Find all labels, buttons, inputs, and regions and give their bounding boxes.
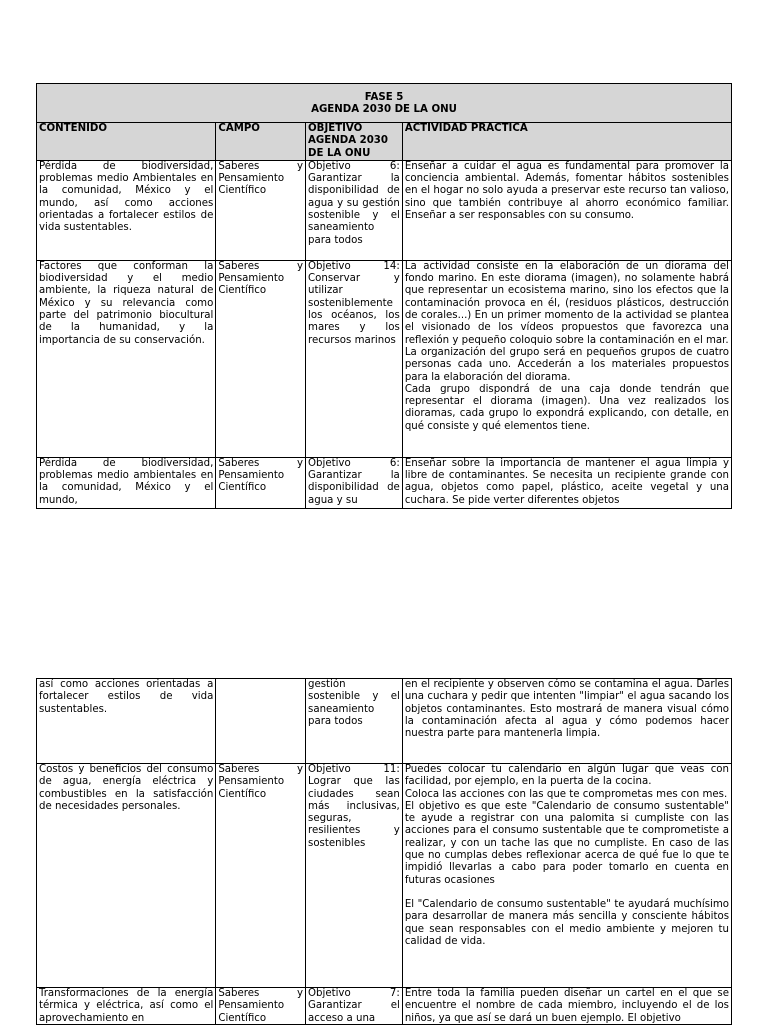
cell-campo: Saberes y Pensamiento Científico	[216, 457, 306, 508]
col-header-objetivo: OBJETIVO AGENDA 2030 DE LA ONU	[306, 123, 403, 161]
cell-campo: Saberes y Pensamiento Científico	[216, 260, 306, 457]
table-row	[37, 160, 732, 260]
cell-objetivo: Objetivo 7: Garantizar el acceso a una	[306, 988, 403, 1025]
table-row	[37, 260, 732, 457]
cell-contenido: Transformaciones de la energía térmica y eléctrica, así como el aprovechamiento en	[37, 988, 216, 1025]
table-row	[37, 764, 732, 988]
cell-campo: Saberes y Pensamiento Científico	[216, 160, 306, 260]
cell-actividad: Entre toda la familia pueden diseñar un cartel en el que se encuentre el nombre de cada miembro, incluyendo el de los niños, ya que así se dará un buen ejemplo. El objetivo	[402, 988, 731, 1025]
col-header-actividad: ACTIVIDAD PRACTICA	[402, 123, 731, 161]
cell-campo	[216, 679, 306, 764]
cell-actividad: en el recipiente y observen cómo se contamina el agua. Darles una cuchara y pedir que intenten "limpiar" el agua sacando los objetos contaminantes. Esto mostrará de manera visual cómo la contaminación afecta al agua y cómo podemos hacer nuestra parte para mantenerla limpia.	[402, 679, 731, 764]
cell-campo: Saberes y Pensamiento Científico	[216, 764, 306, 988]
cell-contenido: Costos y beneficios del consumo de agua, energía eléctrica y combustibles en la satisfacción de necesidades personales.	[37, 764, 216, 988]
phase-title: FASE 5	[364, 91, 404, 103]
agenda-table-page-2	[36, 678, 732, 1025]
cell-campo: Saberes y Pensamiento Científico	[216, 988, 306, 1025]
cell-actividad: Enseñar sobre la importancia de mantener el agua limpia y libre de contaminantes. Se necesita un recipiente grande con agua, objetos como papel, plástico, aceite vegetal y una cuchara. Se pide verter diferentes objetos	[402, 457, 731, 508]
table-row	[37, 457, 732, 508]
cell-objetivo: gestión sostenible y el saneamiento para todos	[306, 679, 403, 764]
table-row	[37, 679, 732, 764]
col-header-campo: CAMPO	[216, 123, 306, 161]
col-header-contenido: CONTENIDO	[37, 123, 216, 161]
cell-objetivo: Objetivo 14: Conservar y utilizar sosteniblemente los océanos, los mares y los recursos marinos	[306, 260, 403, 457]
cell-objetivo: Objetivo 11: Lograr que las ciudades sean más inclusivas, seguras, resilientes y sostenibles	[306, 764, 403, 988]
cell-actividad: Enseñar a cuidar el agua es fundamental para promover la conciencia ambiental. Además, fomentar hábitos sostenibles en el hogar no solo ayuda a preservar este recurso tan valioso, sino que también contribuye al ahorro económico familiar. Enseñar a ser responsables con su consumo.	[402, 160, 731, 260]
agenda-title: AGENDA 2030 DE LA ONU	[311, 104, 457, 115]
cell-objetivo: Objetivo 6: Garantizar la disponibilidad de agua y su gestión sostenible y el saneamiento para todos	[306, 160, 403, 260]
cell-contenido: Factores que conforman la biodiversidad y el medio ambiente, la riqueza natural de México y su relevancia como parte del patrimonio biocultural de la humanidad, y la importancia de su conservación.	[37, 260, 216, 457]
cell-actividad: Puedes colocar tu calendario en algún lugar que veas con facilidad, por ejemplo, en la puerta de la cocina. Coloca las acciones con las que te comprometas mes con mes. El objetivo es que este "Calendario de consumo sustentable" te ayude a registrar con una palomita si cumpliste con las acciones para el consumo sustentable que te comprometiste a realizar, y con un tache las que no cumpliste. En caso de las que no cumplas debes reflexionar acerca de qué fue lo que te impidió llevarlas a cabo para poder tomarlo en cuenta en futuras ocasiones El "Calendario de consumo sustentable" te ayudará muchísimo para desarrollar de manera más sencilla y consciente hábitos que sean responsables con el medio ambiente y mejoren tu calidad de vida.	[402, 764, 731, 988]
cell-contenido: así como acciones orientadas a fortalecer estilos de vida sustentables.	[37, 679, 216, 764]
cell-contenido: Pérdida de biodiversidad, problemas medio Ambientales en la comunidad, México y el mundo, así como acciones orientadas a fortalecer estilos de vida sustentables.	[37, 160, 216, 260]
table-title	[37, 84, 732, 123]
cell-contenido: Pérdida de biodiversidad, problemas medio ambientales en la comunidad, México y el mundo,	[37, 457, 216, 508]
cell-objetivo: Objetivo 6: Garantizar la disponibilidad de agua y su	[306, 457, 403, 508]
agenda-table-page-1	[36, 83, 732, 509]
cell-actividad: La actividad consiste en la elaboración de un diorama del fondo marino. En este diorama (imagen), no solamente habrá que representar un ecosistema marino, sino los efectos que la contaminación provoca en él, (residuos plásticos, destrucción de corales...) En un primer momento de la actividad se plantea el visionado de los vídeos propuestos que favorezca una reflexión y pequeño coloquio sobre la contaminación en el mar. La organización del grupo será en pequeños grupos de cuatro personas cada uno. Accederán a los materiales propuestos para la elaboración del diorama. Cada grupo dispondrá de una caja donde tendrán que representar el diorama (imagen). Una vez realizados los dioramas, cada grupo lo expondrá explicando, con detalle, en qué consiste y qué elementos tiene.	[402, 260, 731, 457]
table-row	[37, 988, 732, 1025]
